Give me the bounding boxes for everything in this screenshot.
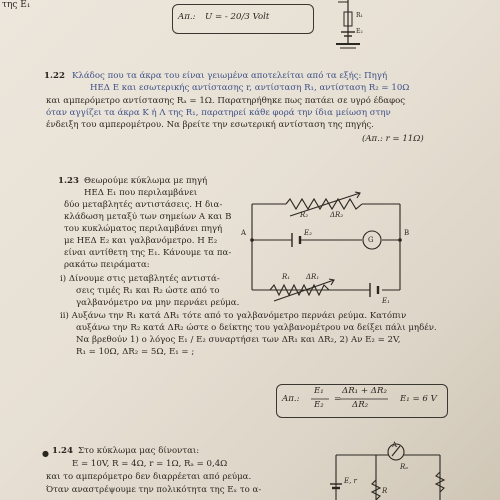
bullet-icon: ● bbox=[42, 449, 49, 458]
p122-line-5: ένδειξη του αμπερομέτρου. Να βρείτε την εσωτερική αντίσταση της πηγής. bbox=[46, 120, 374, 130]
p124-line-2: E = 10V, R = 4Ω, r = 1Ω, Rₐ = 0,4Ω bbox=[72, 459, 228, 469]
circuit-label-a: A bbox=[241, 229, 247, 237]
p123-answer-label: Απ.: bbox=[282, 394, 300, 404]
problem-number-1-23: 1.23 bbox=[58, 176, 79, 186]
ammeter-label: A bbox=[392, 441, 398, 449]
source-label: E, r bbox=[344, 477, 357, 485]
p124-line-4: Όταν αναστρέψουμε την πολικότητα της Eₓ το α- bbox=[46, 485, 262, 495]
p123-item-i-1: i) Δίνουμε στις μεταβλητές αντιστά- bbox=[60, 274, 220, 284]
circuit-label-dr2: ΔR₂ bbox=[330, 211, 344, 219]
galvanometer-label: G bbox=[368, 236, 374, 244]
problem-number-1-24: 1.24 bbox=[52, 446, 73, 456]
p122-line-4: όταν αγγίζει τα άκρα Κ ή Λ της R₁, παρατηρεί κάθε φορά την ίδια μείωση στην bbox=[46, 108, 391, 118]
problem-number-1-22: 1.22 bbox=[44, 71, 65, 81]
p123-line-6: με ΗΕΔ E₂ και γαλβανόμετρο. Η E₂ bbox=[64, 236, 218, 246]
p123-line-1: Θεωρούμε κύκλωμα με πηγή bbox=[84, 176, 208, 186]
answer-label: Απ.: bbox=[178, 12, 196, 22]
p122-line-3: και αμπερόμετρο αντίστασης Rₐ = 1Ω. Παρατηρήθηκε πως πατάει σε υγρό έδαφος bbox=[46, 96, 406, 106]
p123-item-ii-2: αυξάνω την R₂ κατά ΔR₂ ώστε ο δείκτης του γαλβανομέτρου να δείξει πάλι μηδέν. bbox=[76, 323, 437, 333]
circuit-label-e2: E₂ bbox=[304, 229, 312, 237]
top-label-r1: R₁ bbox=[356, 12, 363, 19]
p123-item-ii-3: Να βρεθούν 1) ο λόγος E₁ / E₂ συναρτήσει των ΔR₁ και ΔR₂, 2) Αν E₂ = 2V, bbox=[76, 335, 401, 345]
p122-line-1: Κλάδος που τα άκρα του είναι γειωμένα αποτελείται από τα εξής: Πηγή bbox=[72, 71, 388, 81]
top-label-e2: E₂ bbox=[356, 28, 363, 35]
p123-answer-tail: E₁ = 6 V bbox=[400, 394, 437, 404]
p122-line-2: ΗΕΔ E και εσωτερικής αντίστασης r, αντίσταση R₁, αντίσταση R₂ = 10Ω bbox=[90, 83, 410, 93]
p123-frac1-num: E₁ bbox=[314, 386, 324, 396]
circuit-label-e1: E₁ bbox=[382, 297, 390, 305]
p123-line-5: του κυκλώματος περιλαμβάνει πηγή bbox=[64, 224, 223, 234]
p123-line-4: κλάδωση μεταξύ των σημείων Α και Β bbox=[64, 212, 232, 222]
resistor-label: R bbox=[382, 487, 388, 495]
equals-sign: = bbox=[334, 394, 342, 404]
p123-frac1-den: E₂ bbox=[314, 400, 324, 410]
ra-label: Rₐ bbox=[400, 463, 408, 471]
p122-answer: (Απ.: r = 11Ω) bbox=[362, 134, 424, 144]
p123-item-i-3: γαλβανόμετρο να μην περνάει ρεύμα. bbox=[76, 298, 240, 308]
p124-line-3: και το αμπερόμετρο δεν διαρρέεται από ρεύμα. bbox=[46, 472, 252, 482]
p123-line-3: δύο μεταβλητές αντιστάσεις. Η δια- bbox=[64, 200, 223, 210]
p123-frac2-num: ΔR₁ + ΔR₂ bbox=[342, 386, 387, 396]
p123-item-ii-4: R₁ = 10Ω, ΔR₂ = 5Ω, E₁ = ; bbox=[76, 347, 195, 357]
p123-item-i-2: σεις τιμές R₁ και R₂ ώστε από το bbox=[76, 286, 220, 296]
previous-line: της E₁ bbox=[2, 0, 31, 10]
circuit-label-b: B bbox=[404, 229, 410, 237]
answer-expression: U = - 20/3 Volt bbox=[205, 12, 270, 22]
p123-line-7: είναι αντίθετη της E₁. Κάνουμε τα πα- bbox=[64, 248, 232, 258]
p123-line-2: ΗΕΔ E₁ που περιλαμβάνει bbox=[84, 188, 198, 198]
circuit-label-r2: R₂ bbox=[300, 211, 309, 219]
p123-item-ii-1: ii) Αυξάνω την R₁ κατά ΔR₁ τότε από το γαλβανόμετρο περνάει ρεύμα. Κατόπιν bbox=[60, 311, 407, 321]
p123-line-8: ρακάτω πειράματα: bbox=[64, 260, 150, 270]
circuit-label-r1: R₁ bbox=[282, 273, 291, 281]
p123-frac2-den: ΔR₂ bbox=[352, 400, 369, 410]
p124-line-1: Στο κύκλωμα μας δίνονται: bbox=[78, 446, 200, 456]
circuit-label-dr1: ΔR₁ bbox=[306, 273, 320, 281]
